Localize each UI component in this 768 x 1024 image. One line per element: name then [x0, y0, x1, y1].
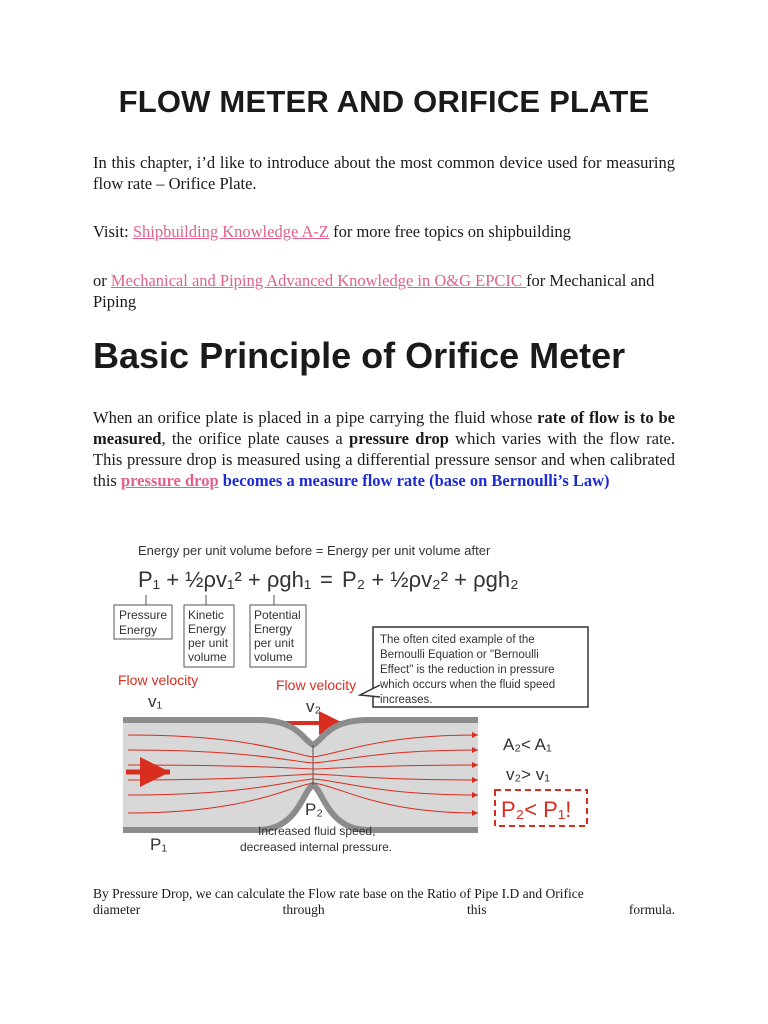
potential-box-line-3: per unit: [254, 636, 295, 650]
kinetic-box-line-2: Energy: [188, 622, 227, 636]
kinetic-box-line-1: Kinetic: [188, 608, 225, 622]
potential-box-line-1: Potential: [254, 608, 301, 622]
or-prefix: or: [93, 271, 111, 290]
formula-intro-line-1: By Pressure Drop, we can calculate the Flow rate base on the Ratio of Pipe I.D and Orifice: [93, 886, 584, 901]
shipbuilding-link[interactable]: Shipbuilding Knowledge A-Z: [132, 222, 329, 241]
kinetic-box-line-4: volume: [188, 650, 227, 664]
pressure-box-line-2: Energy: [119, 623, 158, 637]
section-heading: Basic Principle of Orifice Meter: [93, 335, 626, 376]
pressure-drop-link[interactable]: pressure drop: [120, 471, 219, 490]
flow-velocity-label-2: Flow velocity: [276, 677, 357, 693]
principle-bold-2: pressure drop: [349, 429, 449, 448]
caption-word-1: diameter: [93, 902, 141, 917]
kinetic-box-line-3: per unit: [188, 636, 229, 650]
callout-line-5: increases.: [380, 694, 433, 706]
visit-line: [93, 221, 675, 242]
visit-suffix: for more free topics on shipbuilding: [328, 222, 571, 241]
page-title: FLOW METER AND ORIFICE PLATE: [118, 84, 650, 119]
velocity-relation: v₂> v₁: [506, 765, 550, 784]
principle-text-3: which varies with the flow rate. This pressure drop is measured using a differential pressure sensor and when calibrated this: [93, 429, 675, 490]
pressure-box-line-1: Pressure: [119, 608, 168, 622]
formula-intro-paragraph: [93, 886, 675, 918]
formula-intro-line-2: [93, 902, 675, 918]
callout-line-1: The often cited example of the: [380, 634, 535, 646]
or-line: [93, 270, 675, 312]
p2-label: P₂: [305, 800, 323, 819]
callout-line-3: Effect" is the reduction in pressure: [380, 664, 555, 676]
caption-word-4: formula.: [628, 902, 675, 917]
visit-prefix: Visit:: [93, 222, 133, 241]
equation-equals: =: [320, 567, 333, 592]
area-relation: A₂< A₁: [503, 735, 552, 754]
callout-pointer: [360, 685, 380, 697]
principle-text-1: When an orifice plate is placed in a pipe carrying the fluid whose: [93, 408, 538, 427]
principle-text-2: , the orifice plate causes a: [161, 429, 350, 448]
principle-paragraph: [93, 407, 675, 491]
potential-box-line-4: volume: [254, 650, 293, 664]
or-suffix: for Mechanical and Piping: [93, 271, 655, 311]
pressure-relation: P₂< P₁!: [501, 797, 572, 822]
flow-velocity-label-1: Flow velocity: [118, 672, 199, 688]
diagram-caption-line-2: decreased internal pressure.: [240, 840, 393, 854]
diagram-caption-line-1: Increased fluid speed,: [258, 824, 376, 838]
caption-word-2: through: [282, 902, 325, 917]
p1-label: P₁: [150, 835, 168, 854]
caption-word-3: this: [466, 902, 487, 917]
callout-line-4: which occurs when the fluid speed: [380, 679, 556, 691]
energy-line-text: Energy per unit volume before = Energy per unit volume after: [138, 543, 491, 558]
mechanical-piping-link[interactable]: Mechanical and Piping Advanced Knowledge in O&G EPCIC: [110, 271, 527, 290]
equation-right: P₂ + ½ρv₂² + ρgh₂: [342, 567, 519, 592]
bernoulli-diagram-svg: [98, 535, 603, 865]
callout-line-2: Bernoulli Equation or "Bernoulli: [380, 649, 539, 661]
intro-paragraph: In this chapter, i’d like to introduce about the most common device used for measuring flow rate – Orifice Plate.: [93, 153, 675, 193]
v2-label: v₂: [306, 697, 322, 716]
v1-label: v₁: [148, 692, 163, 711]
potential-box-line-2: Energy: [254, 622, 293, 636]
principle-text-4: becomes a measure flow rate (base on Bernoulli’s Law): [218, 471, 610, 490]
equation-left: P₁ + ½ρv₁² + ρgh₁: [138, 567, 312, 592]
bernoulli-diagram: [98, 535, 603, 865]
principle-bold-1: rate of flow is to be measured: [93, 408, 675, 448]
